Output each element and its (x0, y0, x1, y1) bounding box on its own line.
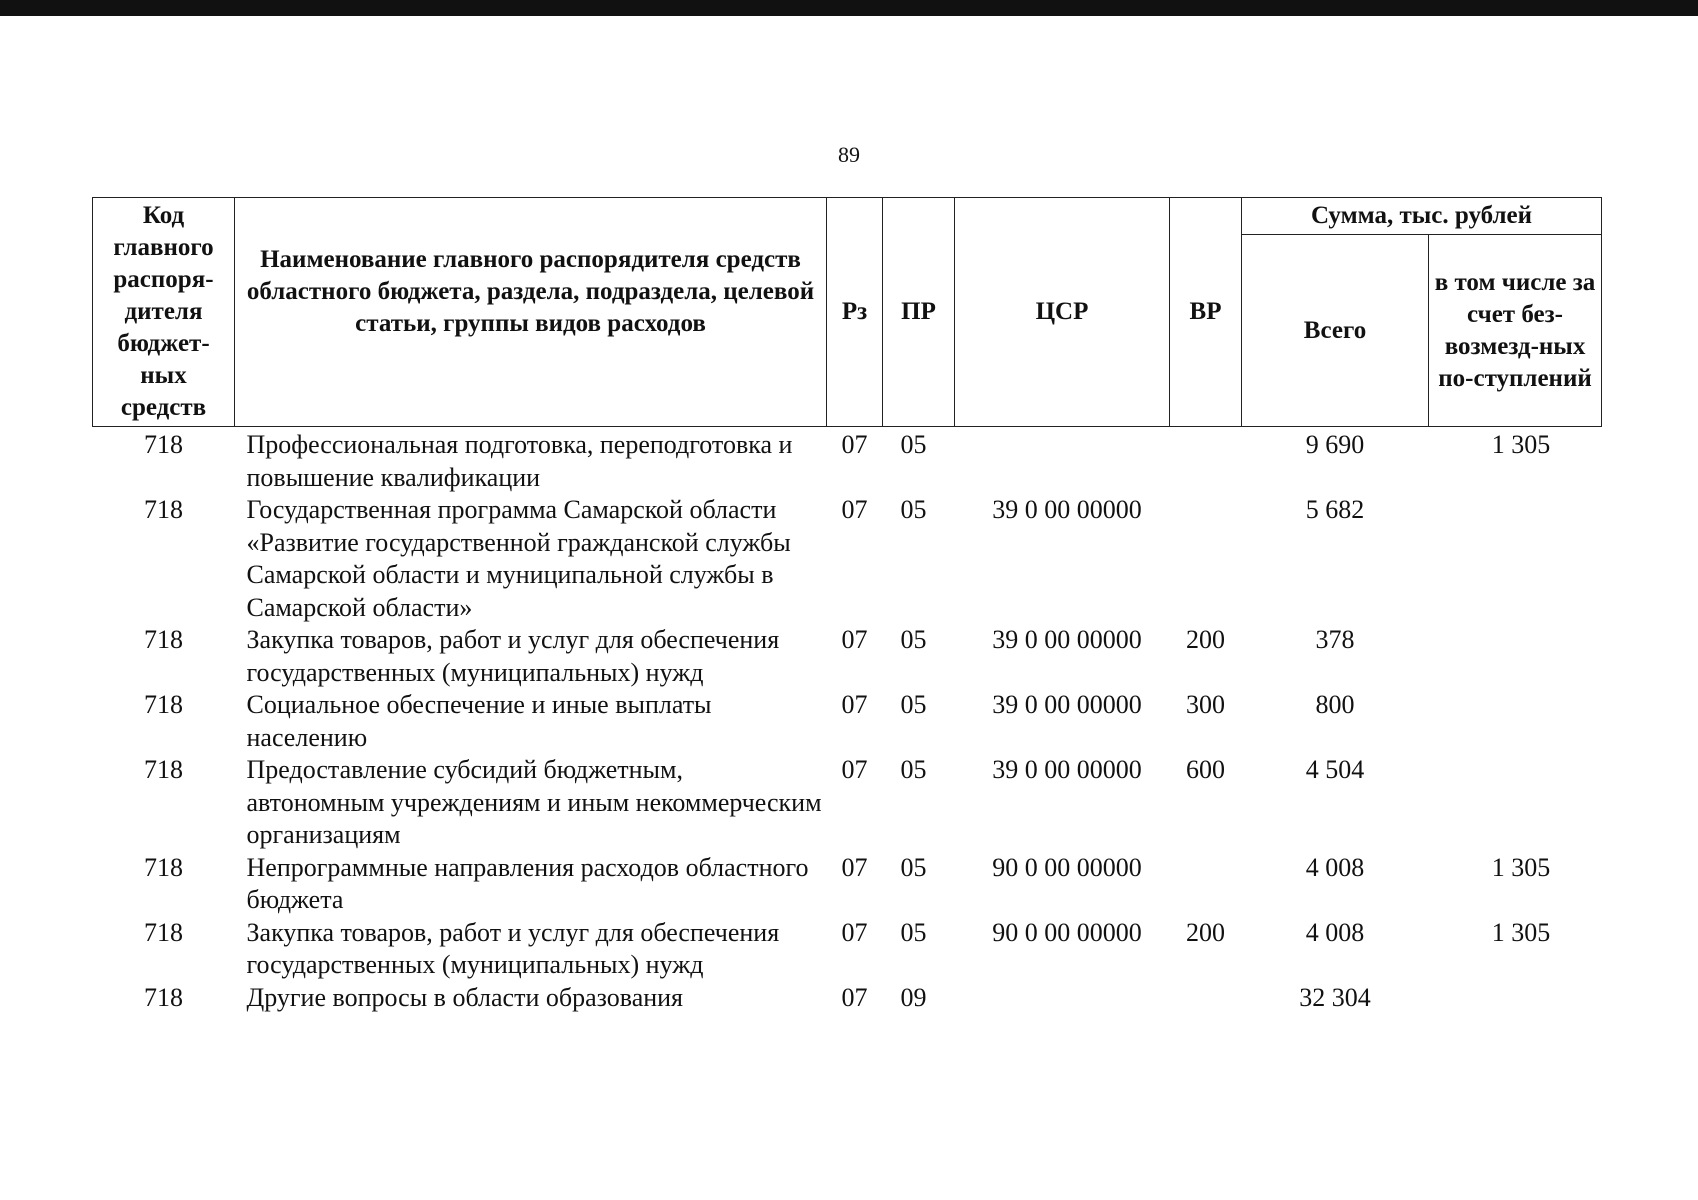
page-number: 89 (838, 142, 860, 167)
cell-free (1429, 982, 1602, 1015)
table-row (93, 689, 1602, 754)
header-rz: Рз (827, 198, 883, 427)
cell-pr: 05 (900, 917, 927, 947)
budget-table (92, 197, 1602, 1014)
cell-total: 378 (1315, 625, 1355, 654)
cell-total: 4 008 (1305, 917, 1365, 947)
cell-total: 32 304 (1299, 982, 1371, 1012)
cell-rz: 07 (841, 430, 868, 459)
cell-total: 4 008 (1305, 852, 1365, 882)
header-csr: ЦСР (955, 198, 1170, 427)
cell-vr (1170, 852, 1242, 917)
cell-free: 1 305 (1491, 430, 1551, 459)
cell-name: Другие вопросы в области образования (246, 982, 684, 1012)
cell-pr: 05 (900, 625, 927, 654)
cell-free (1429, 624, 1602, 689)
cell-rz: 07 (841, 625, 868, 654)
cell-pr: 05 (900, 852, 927, 882)
table-row (93, 917, 1602, 982)
cell-code: 718 (144, 495, 183, 524)
cell-name: Непрограммные направления расходов областного бюджета (246, 852, 809, 914)
cell-name: Закупка товаров, работ и услуг для обеспечения государственных (муниципальных) нужд (246, 625, 780, 687)
table-row (93, 982, 1602, 1015)
cell-free (1429, 754, 1602, 852)
table-row (93, 494, 1602, 624)
cell-code: 718 (144, 690, 183, 719)
cell-pr: 05 (900, 495, 927, 524)
cell-code: 718 (144, 430, 183, 459)
cell-rz: 07 (841, 917, 868, 947)
cell-pr: 05 (900, 690, 927, 719)
cell-rz: 07 (841, 690, 868, 719)
cell-csr: 90 0 00 00000 (992, 917, 1142, 947)
cell-code: 718 (144, 852, 183, 882)
cell-rz: 07 (841, 852, 868, 882)
cell-total: 5 682 (1305, 495, 1365, 524)
cell-free: 1 305 (1491, 917, 1551, 947)
cell-code: 718 (144, 917, 183, 947)
table-body (93, 427, 1602, 1015)
cell-csr: 39 0 00 00000 (992, 755, 1142, 784)
cell-vr: 300 (1186, 690, 1225, 719)
cell-pr: 09 (900, 982, 927, 1012)
cell-name: Государственная программа Самарской области «Развитие государственной гражданской службы Самарской области и муниципальной службы в Самарской области» (246, 495, 791, 622)
header-pr: ПР (883, 198, 955, 427)
cell-code: 718 (144, 755, 183, 784)
cell-rz: 07 (841, 755, 868, 784)
header-free: в том числе за счет без-возмезд-ных по-ступлений (1429, 235, 1602, 427)
cell-csr: 39 0 00 00000 (992, 690, 1142, 719)
cell-total: 4 504 (1305, 755, 1365, 784)
table-row (93, 427, 1602, 495)
cell-pr: 05 (900, 755, 927, 784)
cell-vr: 200 (1186, 625, 1225, 654)
table-row (93, 852, 1602, 917)
cell-free: 1 305 (1491, 852, 1551, 882)
cell-csr: 39 0 00 00000 (992, 625, 1142, 654)
cell-free (1429, 689, 1602, 754)
cell-vr (1170, 494, 1242, 624)
header-vr: ВР (1170, 198, 1242, 427)
cell-code: 718 (144, 625, 183, 654)
cell-vr (1170, 427, 1242, 495)
cell-total: 9 690 (1305, 430, 1365, 459)
header-sum: Сумма, тыс. рублей (1242, 198, 1602, 235)
cell-csr (955, 427, 1170, 495)
cell-csr: 90 0 00 00000 (992, 852, 1142, 882)
header-code: Код главного распоря-дителя бюджет-ных средств (93, 198, 235, 427)
cell-vr: 200 (1186, 917, 1225, 947)
cell-rz: 07 (841, 982, 868, 1012)
header-name: Наименование главного распорядителя средств областного бюджета, раздела, подраздела, целевой статьи, группы видов расходов (235, 198, 827, 427)
table-row (93, 624, 1602, 689)
table-row (93, 754, 1602, 852)
cell-rz: 07 (841, 495, 868, 524)
cell-name: Профессиональная подготовка, переподготовка и повышение квалификации (246, 430, 793, 492)
cell-name: Закупка товаров, работ и услуг для обеспечения государственных (муниципальных) нужд (246, 917, 780, 979)
cell-csr: 39 0 00 00000 (992, 495, 1142, 524)
header-total: Всего (1242, 235, 1429, 427)
cell-vr (1170, 982, 1242, 1015)
cell-csr (955, 982, 1170, 1015)
cell-total: 800 (1315, 690, 1355, 719)
table-header (93, 198, 1602, 427)
cell-vr: 600 (1186, 755, 1225, 784)
top-border-bar (0, 0, 1698, 16)
cell-name: Предоставление субсидий бюджетным, автономным учреждениям и иным некоммерческим организациям (246, 755, 822, 849)
cell-code: 718 (144, 982, 183, 1012)
cell-pr: 05 (900, 430, 927, 459)
cell-free (1429, 494, 1602, 624)
cell-name: Социальное обеспечение и иные выплаты населению (246, 690, 712, 752)
